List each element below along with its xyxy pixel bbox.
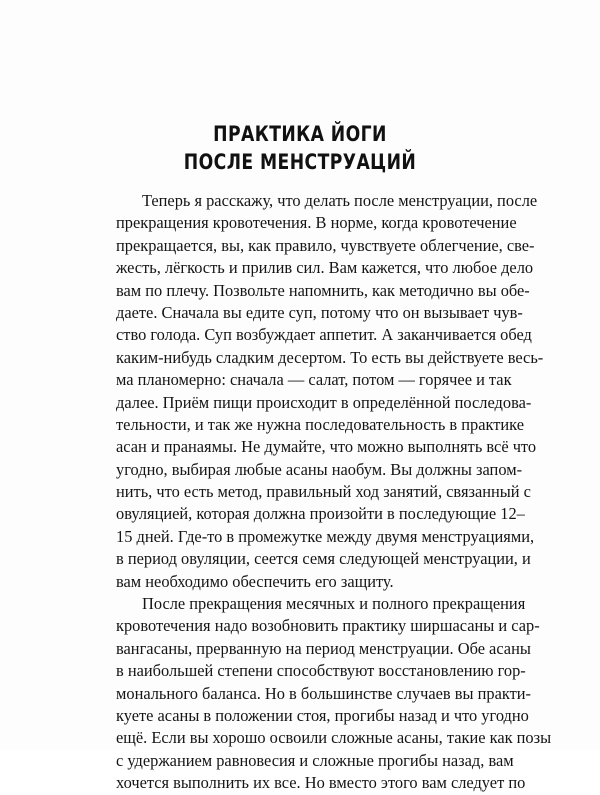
text-line: куете асаны в положении стоя, прогибы назад и что угодно [116,705,529,725]
text-line: монального баланса. Но в большинстве случаев вы практи- [116,683,531,703]
text-line: вангасаны, прерванную на период менструации. Обе асаны [116,638,531,658]
text-line: Теперь я расскажу, что делать после менструации, после [142,191,538,210]
text-line: хочется выполнить их все. Но вместо этого вам следует по [116,773,526,793]
text-line: в период овуляции, сеется семя следующей менструации, и [116,549,531,569]
text-line: После прекращения месячных и полного прекращения [142,594,526,614]
text-line: асан и пранаямы. Не думайте, что можно выполнять всё что [116,437,537,457]
text-line: прекращения кровотечения. В норме, когда кровотечение [116,213,517,233]
text-line: вам по плечу. Позвольте напомнить, как методично вы обе- [116,280,530,300]
text-line: овуляцией, которая должна произойти в последующие 12– [116,504,525,524]
text-line: ещё. Если вы хорошо освоили сложные асаны, такие как позы [116,728,552,748]
text-line: в наибольшей степени способствуют восстановлению гор- [116,661,526,681]
text-line: ма планомерно: сначала — салат, потом — горячее и так [116,370,512,390]
text-line: с удержанием равновесия и сложные прогибы назад, вам [116,750,514,770]
text-line: тельности, и так же нужна последовательность в практике [116,414,525,434]
body-text [116,190,552,795]
text-line: далее. Приём пищи происходит в определённой последова- [116,392,532,412]
text-line: нить, что есть метод, правильный ход занятий, связанный с [116,482,531,502]
chapter-title-line-1: ПРАКТИКА ЙОГИ [213,122,387,146]
chapter-title-line-2: ПОСЛЕ МЕНСТРУАЦИЙ [183,150,417,174]
text-line: даете. Сначала вы едите суп, потому что он вызывает чув- [116,302,523,322]
text-line: вам необходимо обеспечить его защиту. [116,571,394,591]
text-line: кровотечения надо возобновить практику ширшасаны и сар- [116,616,540,636]
text-line: жесть, лёгкость и прилив сил. Вам кажется, что любое дело [116,258,534,278]
text-line: каким-нибудь сладким десертом. То есть вы действуете весь- [116,347,544,367]
text-line: прекращается, вы, как правило, чувствуете облегчение, све- [116,235,535,255]
text-line: ство голода. Суп возбуждает аппетит. А заканчивается обед [116,325,532,345]
text-line: 15 дней. Где-то в промежутке между двумя менструациями, [116,526,535,546]
text-line: угодно, выбирая любые асаны наобум. Вы должны запом- [116,459,523,479]
